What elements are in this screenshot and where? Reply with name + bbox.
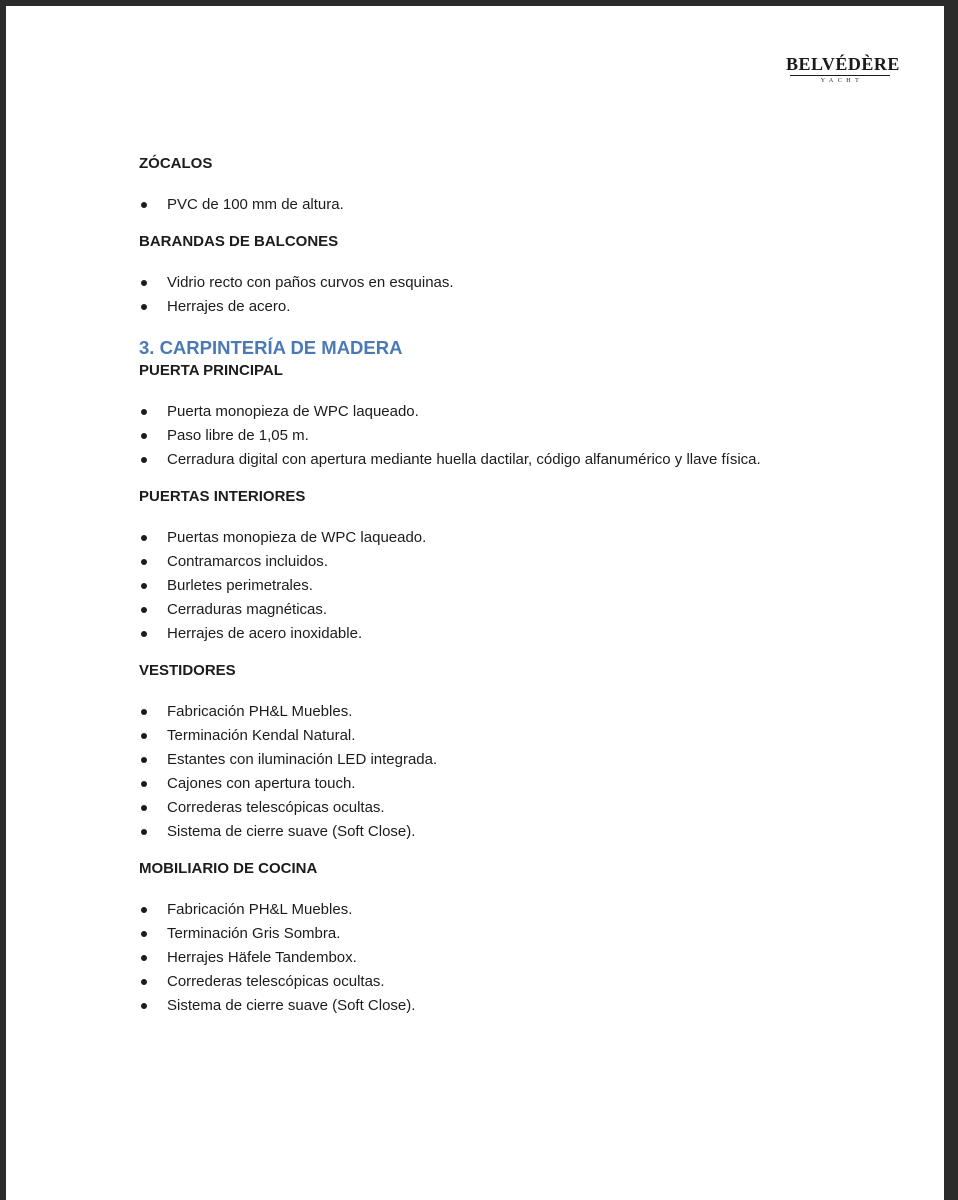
list-item: Herrajes de acero inoxidable. — [139, 622, 899, 646]
list-item: Vidrio recto con paños curvos en esquinas. — [139, 271, 899, 295]
list-puertas-interiores — [139, 526, 899, 646]
document-content — [139, 154, 899, 1018]
heading-barandas: BARANDAS DE BALCONES — [139, 233, 339, 250]
list-item: Cajones con apertura touch. — [139, 772, 899, 796]
list-item: Sistema de cierre suave (Soft Close). — [139, 994, 899, 1018]
heading-vestidores: VESTIDORES — [139, 662, 236, 679]
list-barandas — [139, 271, 899, 319]
list-puerta-principal — [139, 400, 899, 472]
heading-zocalos: ZÓCALOS — [139, 155, 213, 172]
brand-subtitle: YACHT — [820, 78, 864, 84]
brand-name: BELVÉDÈRE — [786, 54, 900, 74]
list-item: Sistema de cierre suave (Soft Close). — [139, 820, 899, 844]
document-page — [6, 6, 944, 1200]
list-item: Cerradura digital con apertura mediante huella dactilar, código alfanumérico y llave física. — [139, 448, 899, 472]
list-item: Terminación Gris Sombra. — [139, 922, 899, 946]
list-item: Burletes perimetrales. — [139, 574, 899, 598]
list-item: Puertas monopieza de WPC laqueado. — [139, 526, 899, 550]
heading-puerta-principal: PUERTA PRINCIPAL — [139, 362, 283, 379]
list-item: Contramarcos incluidos. — [139, 550, 899, 574]
list-vestidores — [139, 700, 899, 844]
list-item: Puerta monopieza de WPC laqueado. — [139, 400, 899, 424]
list-zocalos — [139, 193, 899, 217]
list-item: Cerraduras magnéticas. — [139, 598, 899, 622]
list-item: Estantes con iluminación LED integrada. — [139, 748, 899, 772]
list-item: Correderas telescópicas ocultas. — [139, 796, 899, 820]
list-item: Correderas telescópicas ocultas. — [139, 970, 899, 994]
list-mobiliario-cocina — [139, 898, 899, 1018]
section-title: 3. CARPINTERÍA DE MADERA — [139, 337, 403, 358]
brand-logo — [786, 54, 900, 85]
list-item: Herrajes de acero. — [139, 295, 899, 319]
list-item: Herrajes Häfele Tandembox. — [139, 946, 899, 970]
heading-puertas-interiores: PUERTAS INTERIORES — [139, 488, 306, 505]
list-item: PVC de 100 mm de altura. — [139, 193, 899, 217]
heading-mobiliario-cocina: MOBILIARIO DE COCINA — [139, 860, 318, 877]
brand-rule — [790, 75, 890, 76]
list-item: Paso libre de 1,05 m. — [139, 424, 899, 448]
list-item: Terminación Kendal Natural. — [139, 724, 899, 748]
list-item: Fabricación PH&L Muebles. — [139, 700, 899, 724]
list-item: Fabricación PH&L Muebles. — [139, 898, 899, 922]
